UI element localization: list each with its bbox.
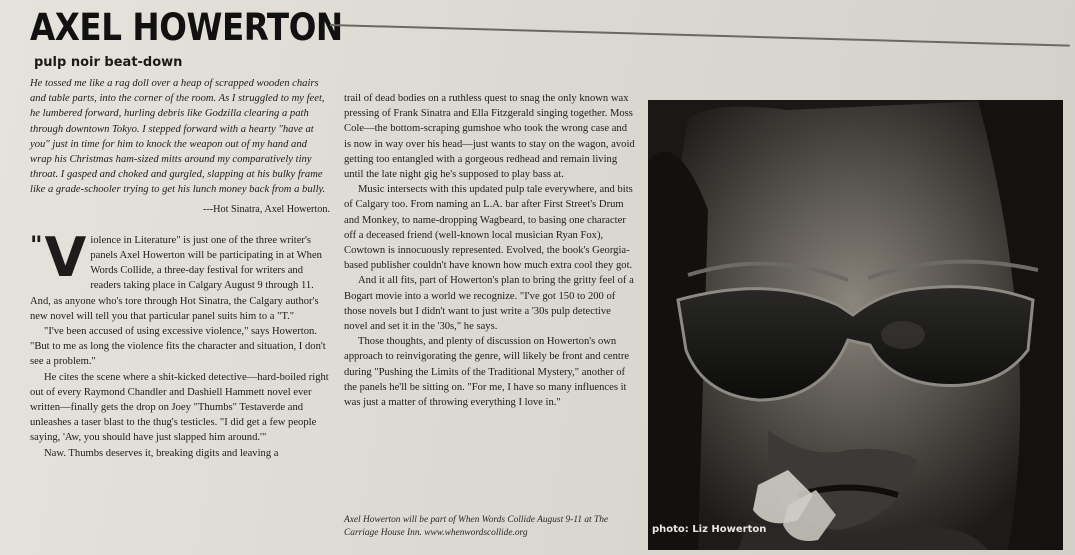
column-1 [30, 76, 330, 461]
body-paragraph: He cites the scene where a shit-kicked detective—hard-boiled right out of every Raymond Chandler and Dashiell Hammett novel ever written—finally gets the drop on Joey "Thumbs" Testaverde and unleashes a taser blast to the thug's testicles. "I did get a few people saying, 'Aw, you should have just slapped him around.'" [30, 371, 329, 444]
body-paragraph: Naw. Thumbs deserves it, breaking digits and leaving a [44, 447, 279, 459]
author-portrait-image [648, 100, 1063, 550]
headline: AXEL HOWERTON [30, 6, 343, 49]
body-paragraph: "I've been accused of using excessive violence," says Howerton. "But to me as long the violence fits the character and situation, I don't see a problem." [30, 326, 326, 368]
lead-quote-mark: " [30, 230, 43, 259]
lead-paragraph: iolence in Literature" is just one of the three writer's panels Axel Howerton will be participating in at When Words Collide, a three-day festival for writers and readers taking place in Calgary August 9 through 11. And, as anyone who's tore through Hot Sinatra, the Calgary author's new novel will tell you that particular panel suits him to a "T." [30, 234, 322, 322]
header-rule [330, 24, 1070, 47]
epigraph: He tossed me like a rag doll over a heap of scrapped wooden chairs and table parts, into the corner of the room. As I struggled to my feet, he lumbered forward, hurling debris like Godzilla clearing a path through downtown Tokyo. I stepped forward with a hearty "have at you" just in time for him to knock the weapon out of my hand and wrap his Christmas ham-sized mitts around my comparatively tiny throat. I gasped and choked and gurgled, slapping at his bulky frame like a grade-schooler trying to get his lunch money back from a bully. [30, 78, 326, 196]
event-note: Axel Howerton will be part of When Words Collide August 9-11 at The Carriage House Inn. www.whenwordscollide.org [344, 515, 609, 538]
lead-paragraph-block [30, 225, 330, 324]
subhead: pulp noir beat-down [34, 55, 183, 70]
column-2 [344, 91, 636, 410]
body-paragraph: Music intersects with this updated pulp tale everywhere, and bits of Calgary too. From naming an L.A. bar after First Street's Drum and Monkey, to name-dropping Wagbeard, to basing one character off a deceased friend (well-known local musician Ryan Fox), Cowtown is innocuously represented. Evolved, the book's Georgia-based publisher couldn't have known how much extra cool they got. [344, 184, 633, 272]
drop-cap: V [44, 225, 87, 289]
body-paragraph: Those thoughts, and plenty of discussion on Howerton's own approach to reinvigorating the genre, will likely be front and centre during "Pushing the Limits of the Traditional Mystery," another of the panels he'll be sitting on. "For me, I have so many influences it was just a matter of throwing everything I love in." [344, 336, 630, 409]
author-photo [648, 100, 1063, 550]
epigraph-attribution: ---Hot Sinatra, Axel Howerton. [202, 203, 330, 215]
body-paragraph: trail of dead bodies on a ruthless quest to snag the only known wax pressing of Frank Sinatra and Ella Fitzgerald singing together. Moss Cole—the bottom-scraping gumshoe who took the wrong case and is now in way over his head—just wants to stay on the wagon, avoid getting too entangled with a gorgeous redhead and remain living until the late night gig he's supposed to play bass at. [344, 93, 635, 181]
body-paragraph: And it all fits, part of Howerton's plan to bring the gritty feel of a Bogart movie into a world we recognize. "I've got 150 to 200 of those novels but I didn't want to just write a '30s pulp detective novel and set it in the '30s," he says. [344, 275, 634, 333]
photo-credit: photo: Liz Howerton [652, 524, 767, 535]
